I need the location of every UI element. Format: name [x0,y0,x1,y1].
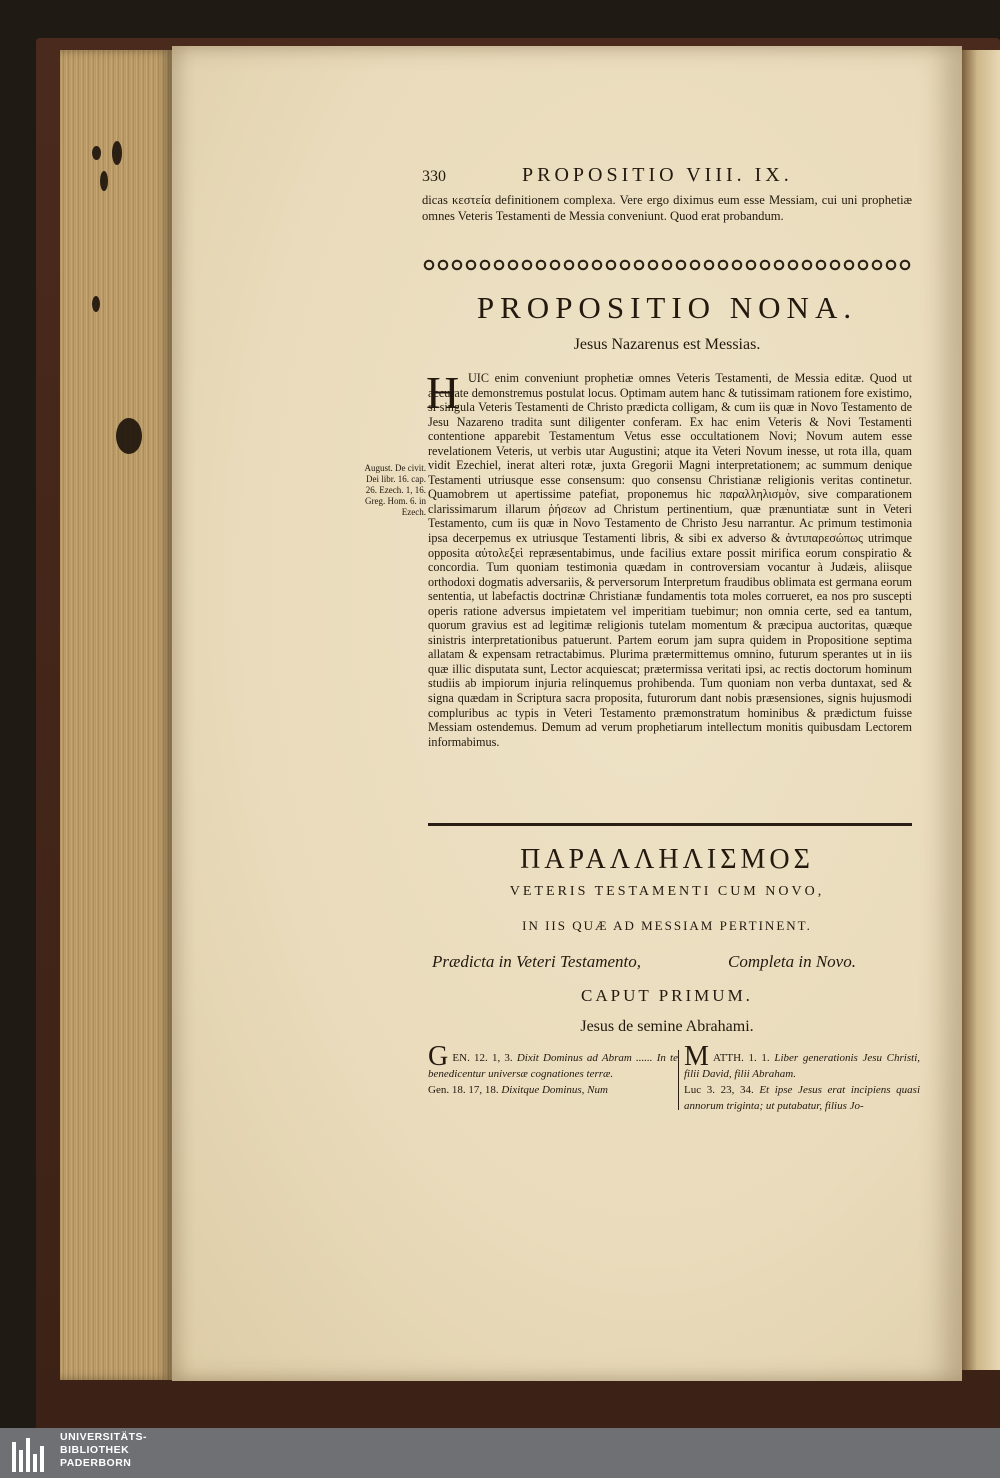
library-footer [0,1428,1000,1478]
page-edges [60,50,172,1380]
ink-stain [92,146,101,160]
facing-page-edge [962,50,1000,1370]
right-reference: ATTH. 1. 1. [712,1052,770,1064]
parallel-subtitle-2: IN IIS QUÆ AD MESSIAM PERTINENT. [522,918,812,933]
chapter-subtitle: Jesus de semine Abrahami. [580,1018,754,1035]
margin-note: August. De civit. Dei libr. 16. cap. 26. Ezech. 1, 16. Greg. Hom. 6. in Ezech. [364,463,426,517]
left-column [428,1041,678,1098]
ink-stain [92,296,100,312]
parallel-subtitle-1: VETERIS TESTAMENTI CUM NOVO, [509,884,825,899]
left-reference-2: Gen. 18. 17, 18. [428,1084,499,1096]
parallel-title: ΠΑΡΑΛΛΗΛΙΣΜΟΣ [520,844,814,875]
running-title: PROPOSITIO VIII. IX. [522,164,793,186]
library-logo-icon [10,1432,52,1474]
right-quote-2: Et ipse Jesus erat incipiens quasi annorum triginta; ut putabatur, filius Jo- [684,1084,921,1112]
right-column-heading: Completa in Novo. [728,952,856,971]
ink-stain [112,141,122,165]
proposition-title: PROPOSITIO NONA. [476,290,858,325]
ink-stain [116,418,142,454]
right-reference-2: Luc 3. 23, 34. [684,1084,754,1096]
left-initial: G [428,1041,449,1072]
page-content [172,46,962,1381]
ornamental-band [422,258,912,272]
proposition-subtitle: Jesus Nazarenus est Messias. [573,336,761,353]
left-quote-2: Dixitque Dominus, Num [501,1084,608,1096]
right-quote: Liber generationis Jesu Christi, filii David, filii Abraham. [684,1052,921,1080]
chapter-heading: CAPUT PRIMUM. [581,986,753,1005]
library-name: UNIVERSITÄTS- BIBLIOTHEK PADERBORN [60,1431,148,1469]
proposition-body: UIC enim conveniunt prophetiæ omnes Veteris Testamenti, de Messia editæ. Quod ut accurate demonstremus postulat locus. Optimam autem hanc & tutissimam rationem fore existimo, si singula Veteris Testamenti de Christo prædicta colligam, & cum iis quæ in Novo Testamento de Jesu Nazareno tradita sunt diligenter conferam. Ex hac enim Veteris & Novi Testamenti contentione apparebit Testamentum Vetus esse occultationem Novi; Novum autem esse revelationem Veteris, ut verbis utar Augustini; atque ita Veteri Novum inesse, ut rota illa, quam vidit Ezechiel, inerat alteri rotæ, juxta Gregorii Magni interpretationem; ac summum denique Testamenti utriusque esse consensum: quo consensu Christianæ religionis veritas continetur. Quamobrem ut apertissime patefiat, proponemus hic παραλληλισμὸν, sive comparationem clarissimarum illarum ῥήσεων ad Christum pertinentium, quæ prænuntiatæ sunt in Veteri Testamento, cum iis quæ in Novo Testamento de Christo Jesu narrantur. Ac primum testimonia ipsa decerpemus ex utriusque Testamenti libris, & sibi ex adverso & ἀντιπαρεσώπως utrimque opposita αὐτολεξεὶ repræsentabimus, unde facilius extare possit mirifica eorum conspiratio & concordia. Tum quoniam testimonia quædam in controversiam vocantur à Judæis, aliisque orthodoxi dogmatis adversariis, & perversorum Interpretum fraudibus oblimata est germana eorum sententia, ut labefactis doctrinæ Christianæ fundamentis tota moles corrueret, ea nos pro suscepti operis ratione adversus impietatem vel imperitiam tuebimur; non omnia certe, sed ea tantum, quorum gravius est ad legitimæ religionis tutelam momentum & præcipua auctoritas, quæque sinistris interpretationibus patuerunt. Partem eorum jam supra quidem in Propositione septima allatam & expensam retractabimus. Plurima prætermittemus omnino, futurum sperantes ut in iis quæ illic disputata sunt, Lector acquiescat; prætermissa veritati ipsi, ac rectis doctorum hominum studiis ab impiorum injuria relinquemus prohibenda. Tum quoniam non verba duntaxat, sed & signa quædam in Scriptura sacra proposita, futurorum dant nobis præsensiones, signis hujusmodi compluribus ac typis in Veteri Testamento præmonstratum hominibus & prædictum fuisse Messiam ostendemus. Demum ad verum prophetiarum intellectum monitis quibusdam Lectorem informabimus. [428,371,912,749]
left-quote: Dixit Dominus ad Abram ...... In te benedicentur universæ cognationes terræ. [428,1052,678,1080]
ink-stain [100,171,108,191]
continuation-text: dicas κεστεία definitionem complexa. Vere ergo diximus eum esse Messiam, cui uni prophetiæ omnes Veteris Testamenti de Messia conveniunt. Quod erat probandum. [422,193,912,223]
left-column-heading: Prædicta in Veteri Testamento, [432,952,642,971]
left-reference: EN. 12. 1, 3. [452,1052,513,1064]
book-page [172,46,962,1381]
page-number: 330 [422,168,446,185]
drop-cap: H [426,367,460,418]
right-column [684,1041,921,1114]
column-divider [678,1050,679,1110]
section-rule [428,823,912,826]
right-initial: M [684,1041,709,1072]
